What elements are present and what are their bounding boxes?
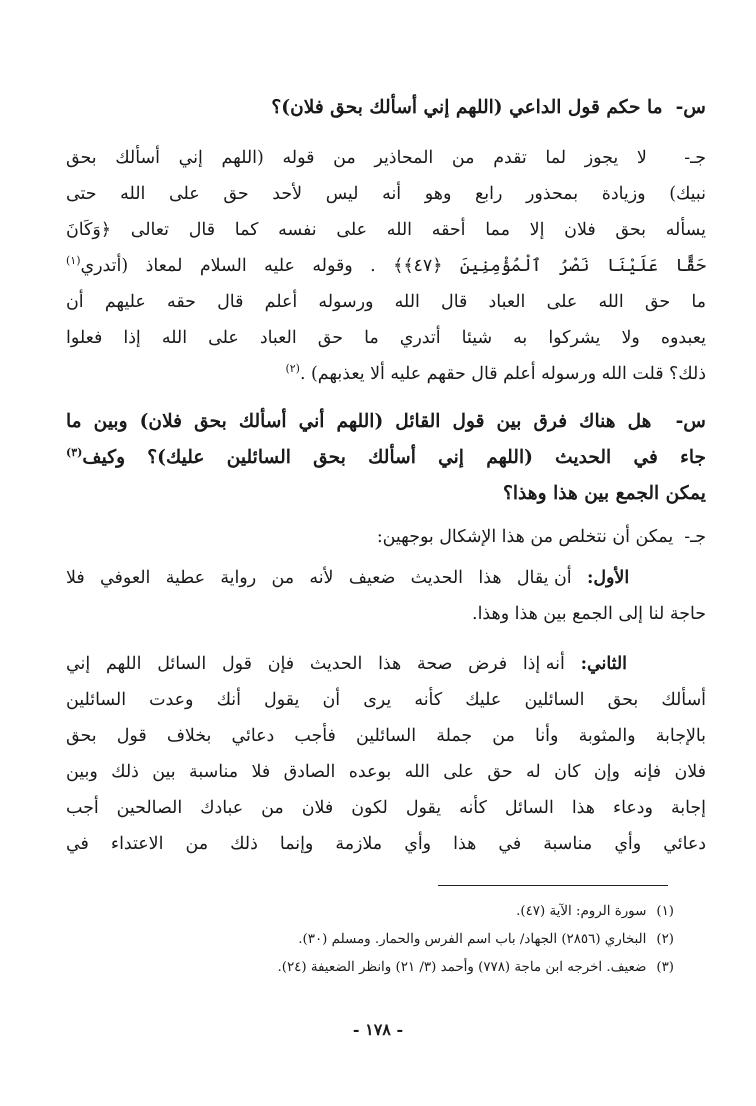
footnote-number: (٣) <box>656 960 674 975</box>
point-second <box>66 646 706 862</box>
answer-1 <box>66 140 706 392</box>
point-label: الثاني: <box>580 654 628 674</box>
question-1 <box>66 90 706 126</box>
answer-1-line: يعبدوه ولا يشركوا به شيئا أتدري ما حق العباد على الله إذا فعلوا <box>66 328 706 348</box>
question-2-line: يمكن الجمع بين هذا وهذا؟ <box>503 483 706 504</box>
footnote-1: (١)سورة الروم: الآية (٤٧). <box>516 904 674 919</box>
answer-1-line: ما حق الله على العباد قال الله ورسوله أعلم قال حقه عليهم أن <box>66 292 706 312</box>
answer-1-line: يسأله بحق فلان إلا مما أحقه الله على نفسه كما قال تعالى ﴿وَكَانَ <box>66 220 706 240</box>
point-second-line: الثاني: أنه إذا فرض صحة هذا الحديث فإن قول السائل اللهم إني <box>66 654 628 674</box>
footnote-marker-1: (١) <box>66 254 81 268</box>
point-second-line: إجابة ودعاء هذا السائل كأنه يقول لكون فلان من عبادك الصالحين أجب <box>66 798 706 818</box>
footnote-3: (٣)ضعيف. اخرجه ابن ماجة (٧٧٨) وأحمد (٣/ ٢١) وانظر الضعيفة (٢٤). <box>277 960 674 975</box>
answer-prefix: جـ- <box>684 527 706 547</box>
answer-prefix: جـ- <box>684 148 706 168</box>
footnote-number: (١) <box>656 904 674 919</box>
point-label: الأول: <box>586 568 630 588</box>
answer-1-line: ذلك؟ قلت الله ورسوله أعلم قال حقهم عليه ألا يعذبهم) .$^{(٢)}$ <box>285 362 706 384</box>
footnote-number: (٢) <box>656 932 674 947</box>
footnote-marker-2: (٢) <box>285 362 300 376</box>
answer-2-line: جـ- يمكن أن نتخلص من هذا الإشكال بوجهين: <box>376 527 706 547</box>
question-2-line: جاء في الحديث (اللهم إني أسألك بحق السائلين عليك)؟ وكيف$^{(٣)}$ <box>66 445 706 468</box>
question-2 <box>66 404 706 512</box>
question-1-line: س- ما حكم قول الداعي (اللهم إني أسألك بحق فلان)؟ <box>271 97 706 118</box>
answer-1-line: جـ- لا يجوز لما تقدم من المحاذير من قوله (اللهم إني أسألك بحق <box>66 148 706 168</box>
question-prefix: س- <box>675 411 706 432</box>
footnote-2: (٢)البخاري (٢٨٥٦) الجهاد/ باب اسم الفرس والحمار. ومسلم (٣٠). <box>298 932 674 947</box>
answer-1-line: حَقًّا عَلَيْنَا نَصْرُ ٱلْمُؤْمِنِينَ ﴿٤٧﴾﴾ . وقوله عليه السلام لمعاذ (أتدري$^{(١)}$ <box>66 254 706 276</box>
point-first-line: الأول: أن يقال هذا الحديث ضعيف لأنه من رواية عطية العوفي فلا <box>66 568 630 588</box>
point-first <box>66 560 706 632</box>
point-first-line: حاجة لنا إلى الجمع بين هذا وهذا. <box>472 604 706 624</box>
answer-1-line: نبيك) وزيادة بمحذور رابع وهو أنه ليس لأحد حق على الله حتى <box>66 184 706 204</box>
question-2-line: س- هل هناك فرق بين قول القائل (اللهم أني أسألك بحق فلان) وبين ما <box>66 411 706 432</box>
page-number: - ١٧٨ - <box>352 1020 404 1039</box>
answer-2 <box>66 519 706 555</box>
question-prefix: س- <box>675 97 706 118</box>
point-second-line: بالإجابة والمثوبة وأنا من جملة السائلين فأجب دعائي بخلاف قول بحق <box>66 726 706 746</box>
footnote-marker-3: (٣) <box>66 445 83 459</box>
footnote-separator <box>438 885 668 886</box>
point-second-line: فلان فإنه وإن كان له حق على الله بوعده الصادق فلا مناسبة بين ذلك وبين <box>66 762 706 782</box>
point-second-line: أسألك بحق السائلين عليك كأنه يرى أن يقول أنك وعدت السائلين <box>66 690 706 710</box>
point-second-line: دعائي وأي مناسبة في هذا وأي ملازمة وإنما ذلك من الاعتداء في <box>66 834 706 854</box>
